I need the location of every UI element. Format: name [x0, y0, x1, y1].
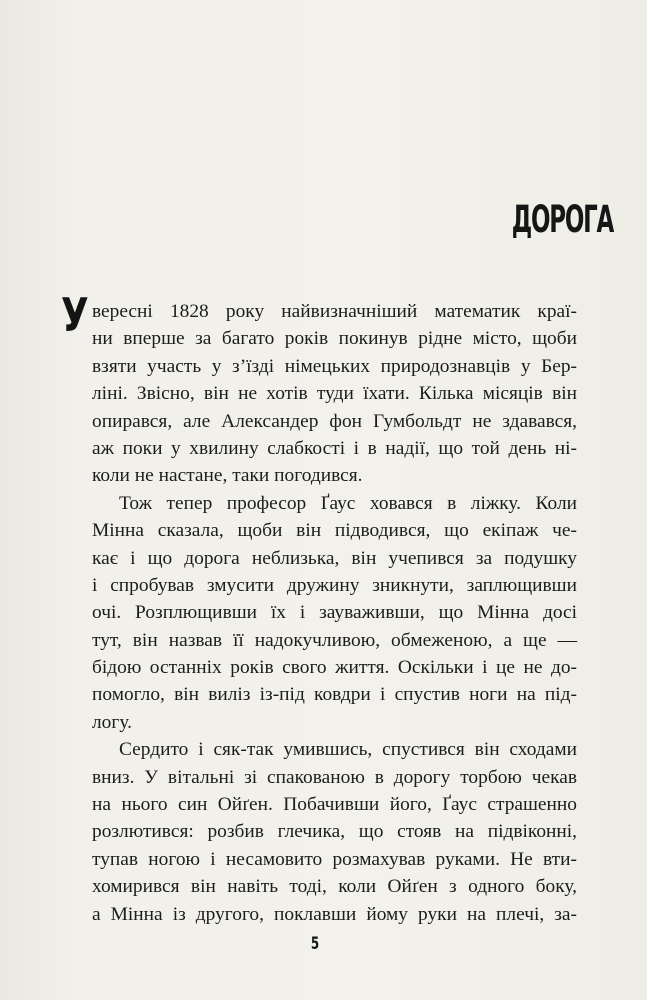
text-line: а Мінна із другого, поклавши йому руки на плечі, за-	[92, 903, 577, 925]
text-line: хомирився він навіть тоді, коли Ойґен з одного боку,	[92, 876, 577, 898]
text-line: аж поки у хвилину слабкості і в надії, що той день ні-	[92, 437, 577, 459]
text-line: коли не настане, таки погодився.	[92, 465, 363, 487]
text-line: ни вперше за багато років покинув рідне місто, щоби	[92, 328, 577, 350]
text-line: взяти участь у з’їзді німецьких природознавців у Бер-	[92, 355, 577, 377]
body-text	[61, 288, 577, 928]
text-line: Тож тепер професор Ґаус ховався в ліжку. Коли	[119, 492, 577, 514]
page-number: 5	[310, 934, 320, 954]
text-line: кає і що дорога неблизька, він учепився за подушку	[92, 547, 577, 569]
drop-cap: У	[61, 288, 89, 342]
text-line: опирався, але Александер фон Гумбольдт не здавався,	[92, 410, 577, 432]
text-line: Мінна сказала, щоби він підводився, що екіпаж че-	[92, 520, 577, 542]
text-line: вниз. У вітальні зі спакованою в дорогу торбою чекав	[92, 766, 577, 788]
text-line: помогло, він виліз із-під ковдри і спустив ноги на під-	[92, 684, 577, 706]
text-line: на нього син Ойґен. Побачивши його, Ґаус страшенно	[92, 794, 577, 816]
text-line: тут, він назвав її надокучливою, обмеженою, а ще —	[92, 629, 577, 651]
text-line: Сердито і сяк-так умившись, спустився він сходами	[119, 739, 577, 761]
text-line: тупав ногою і несамовито розмахував руками. Не вти-	[92, 848, 577, 870]
text-line: бідою останніх років свого життя. Оскільки і це не до-	[92, 657, 577, 679]
chapter-title: ДОРОГА	[511, 198, 613, 241]
text-line: очі. Розплющивши їх і зауваживши, що Мінна досі	[92, 602, 577, 624]
text-line: і спробував змусити дружину зникнути, заплющивши	[92, 574, 577, 596]
text-line: розлютився: розбив глечика, що стояв на підвіконні,	[92, 821, 577, 843]
text-line: логу.	[92, 711, 132, 733]
text-line: ліні. Звісно, він не хотів туди їхати. Кілька місяців він	[92, 383, 577, 405]
text-line-content: вересні 1828 року найвизначніший математик краї-	[92, 301, 577, 322]
